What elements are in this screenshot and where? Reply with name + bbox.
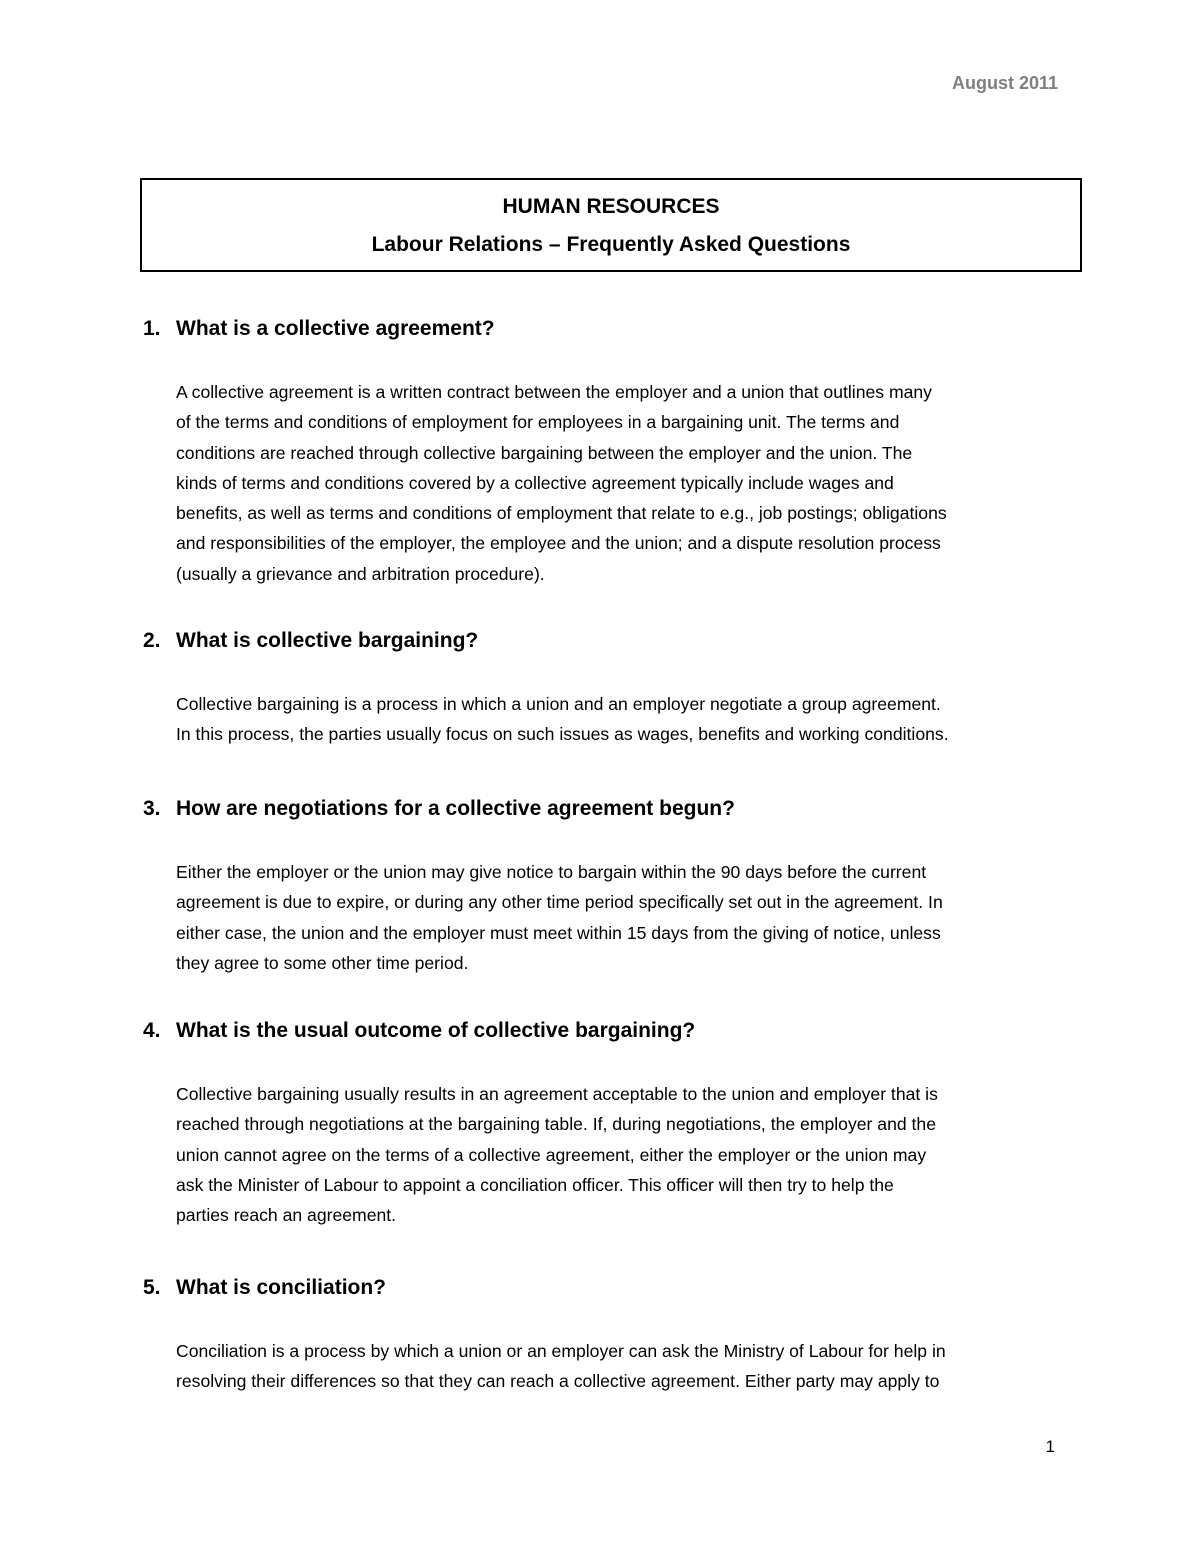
answer-line: either case, the union and the employer must meet within 15 days from the giving of notice, unless: [176, 922, 941, 943]
answer-line: reached through negotiations at the bargaining table. If, during negotiations, the employer and the: [176, 1114, 936, 1135]
answer-line: agreement is due to expire, or during any other time period specifically set out in the agreement. In: [176, 892, 943, 913]
answer-line: conditions are reached through collective bargaining between the employer and the union. The: [176, 442, 913, 463]
answer-line: of the terms and conditions of employment for employees in a bargaining unit. The terms and: [176, 412, 900, 433]
page-number: 1: [1045, 1437, 1055, 1456]
answer-line: they agree to some other time period.: [176, 952, 469, 973]
faq-number: 2.: [143, 629, 161, 652]
faq-item-3: [143, 795, 1063, 978]
faq-question-text: What is collective bargaining?: [176, 629, 479, 652]
faq-answer: [176, 1079, 1063, 1230]
faq-item-1: [143, 315, 1063, 589]
document-subtitle: Labour Relations – Frequently Asked Questions: [371, 233, 851, 256]
faq-question: [143, 627, 1063, 655]
document-date: August 2011: [951, 73, 1058, 93]
title-box: [140, 178, 1082, 272]
faq-answer: [176, 1336, 1063, 1397]
answer-line: parties reach an agreement.: [176, 1205, 397, 1226]
faq-question: [143, 1274, 1063, 1302]
answer-line: Collective bargaining is a process in which a union and an employer negotiate a group agreement.: [176, 694, 941, 714]
faq-question: [143, 315, 1063, 343]
answer-line: In this process, the parties usually focus on such issues as wages, benefits and working conditions.: [176, 724, 949, 745]
answer-line: ask the Minister of Labour to appoint a conciliation officer. This officer will then try to help the: [176, 1174, 894, 1195]
faq-question-text: What is the usual outcome of collective bargaining?: [176, 1019, 696, 1042]
faq-question-text: How are negotiations for a collective agreement begun?: [176, 797, 735, 820]
faq-question-text: What is a collective agreement?: [176, 317, 495, 340]
faq-answer: [176, 377, 1063, 589]
faq-item-5: [143, 1274, 1063, 1397]
faq-answer: [176, 689, 1063, 750]
answer-line: kinds of terms and conditions covered by a collective agreement typically include wages and: [176, 472, 894, 493]
answer-line: Collective bargaining usually results in an agreement acceptable to the union and employer that is: [176, 1084, 938, 1104]
answer-line: A collective agreement is a written contract between the employer and a union that outlines many: [176, 382, 932, 402]
faq-question-text: What is conciliation?: [176, 1276, 387, 1299]
faq-number: 4.: [143, 1019, 161, 1042]
faq-question: [143, 795, 1063, 823]
answer-line: Either the employer or the union may give notice to bargain within the 90 days before the current: [176, 862, 927, 882]
answer-line: benefits, as well as terms and conditions of employment that relate to e.g., job postings; obligations: [176, 503, 947, 524]
answer-line: and responsibilities of the employer, the employee and the union; and a dispute resolution process: [176, 533, 941, 554]
faq-item-4: [143, 1017, 1063, 1230]
faq-number: 3.: [143, 797, 161, 820]
faq-question: [143, 1017, 1063, 1045]
faq-answer: [176, 857, 1063, 978]
answer-line: union cannot agree on the terms of a collective agreement, either the employer or the union may: [176, 1144, 927, 1165]
faq-item-2: [143, 627, 1063, 750]
answer-line: resolving their differences so that they can reach a collective agreement. Either party may apply to: [176, 1371, 940, 1392]
answer-line: (usually a grievance and arbitration procedure).: [176, 563, 545, 584]
faq-number: 1.: [143, 317, 161, 340]
answer-line: Conciliation is a process by which a union or an employer can ask the Ministry of Labour for help in: [176, 1341, 946, 1361]
faq-number: 5.: [143, 1276, 161, 1299]
document-title: HUMAN RESOURCES: [502, 195, 720, 218]
